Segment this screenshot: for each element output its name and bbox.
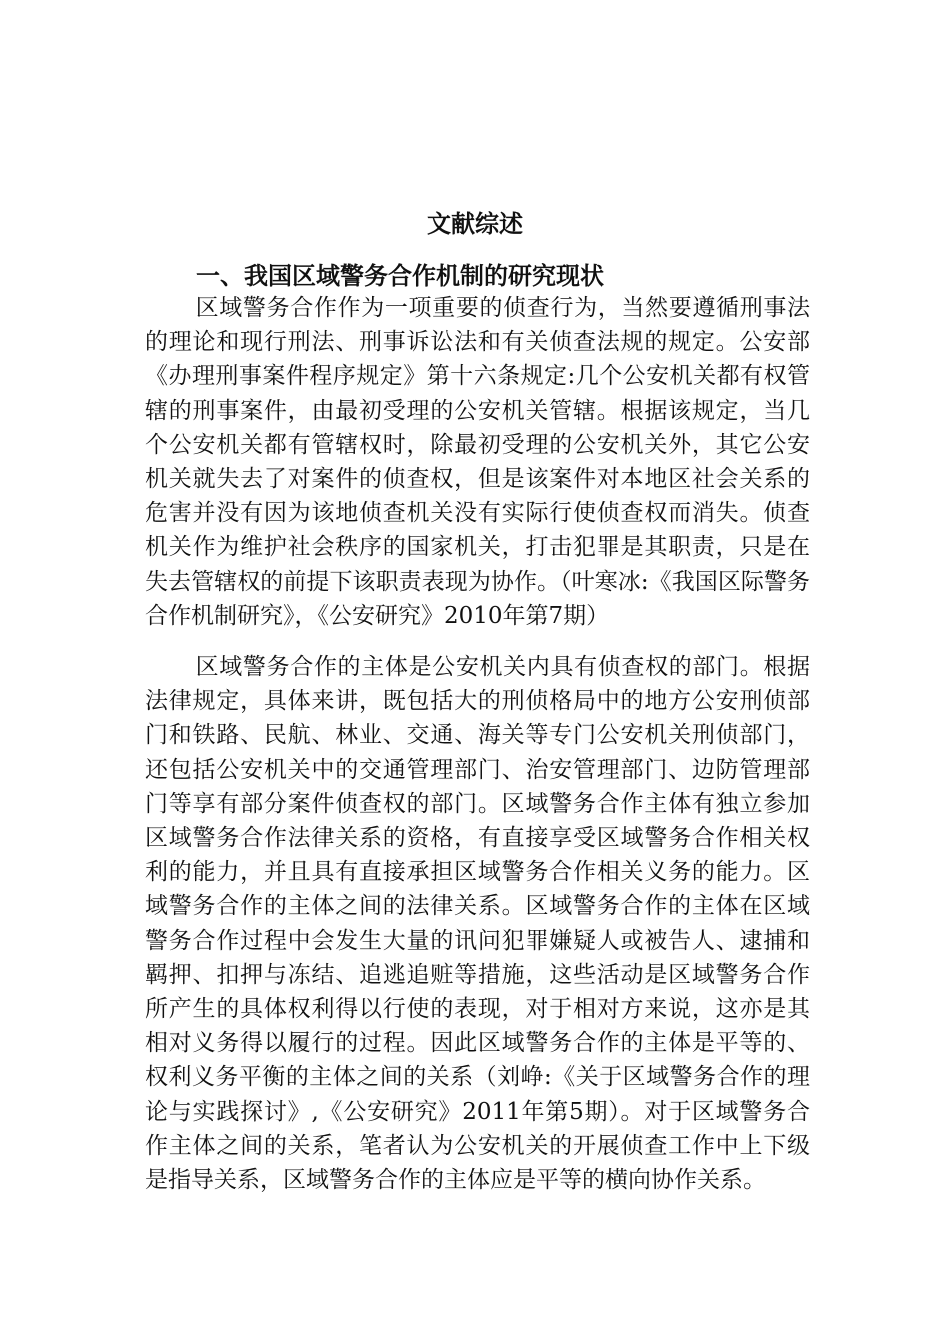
body-paragraph: 区域警务合作作为一项重要的侦查行为，当然要遵循刑事法的理论和现行刑法、刑事诉讼法和有关侦查法规的规定。公安部《办理刑事案件程序规定》第十六条规定:几个公安机关都有权管辖的刑事案件，由最初受理的公安机关管辖。根据该规定，当几个公安机关都有管辖权时，除最初受理的公安机关外，其它公安机关就失去了对案件的侦查权，但是该案件对本地区社会关系的危害并没有因为该地侦查机关没有实际行使侦查权而消失。侦查机关作为维护社会秩序的国家机关，打击犯罪是其职责，只是在失去管辖权的前提下该职责表现为协作。（叶寒冰:《我国区际警务合作机制研究》，《公安研究》2010年第7期） xyxy=(145,295,810,629)
document-title: 文献综述 xyxy=(427,209,523,238)
section-heading: 一、我国区域警务合作机制的研究现状 xyxy=(196,261,604,290)
body-paragraph: 区域警务合作的主体是公安机关内具有侦查权的部门。根据法律规定，具体来讲，既包括大的刑侦格局中的地方公安刑侦部门和铁路、民航、林业、交通、海关等专门公安机关刑侦部门，还包括公安机关中的交通管理部门、治安管理部门、边防管理部门等享有部分案件侦查权的部门。区域警务合作主体有独立参加区域警务合作法律关系的资格，有直接享受区域警务合作相关权利的能力，并且具有直接承担区域警务合作相关义务的能力。区域警务合作的主体之间的法律关系。区域警务合作的主体在区域警务合作过程中会发生大量的讯问犯罪嫌疑人或被告人、逮捕和羁押、扣押与冻结、追逃追赃等措施，这些活动是区域警务合作所产生的具体权利得以行使的表现，对于相对方来说，这亦是其相对义务得以履行的过程。因此区域警务合作的主体是平等的、权利义务平衡的主体之间的关系（刘峥:《关于区域警务合作的理论与实践探讨》,《公安研究》2011年第5期）。对于区域警务合作主体之间的关系，笔者认为公安机关的开展侦查工作中上下级是指导关系，区域警务合作的主体应是平等的横向协作关系。 xyxy=(145,654,810,1194)
